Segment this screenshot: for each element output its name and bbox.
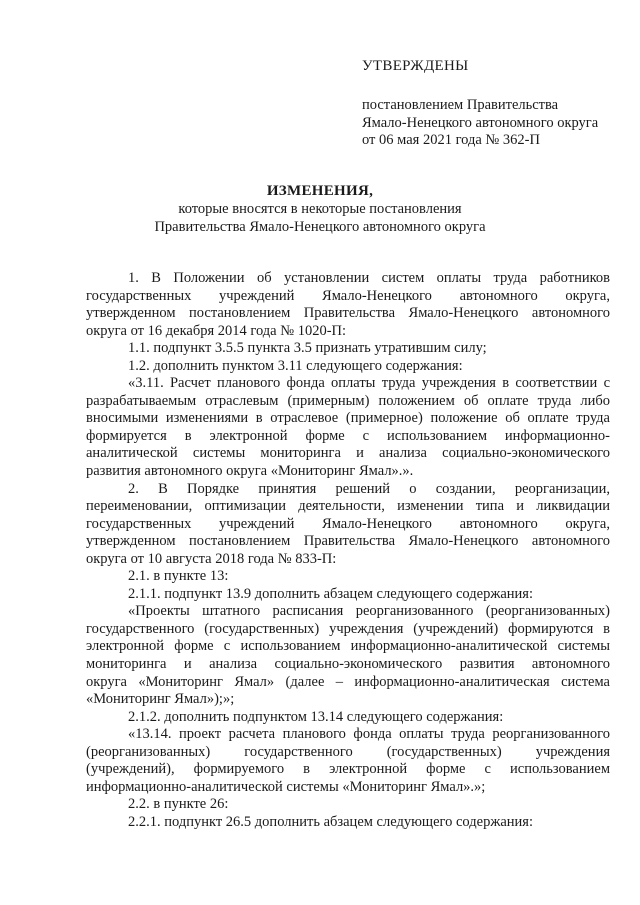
body-line: 1.2. дополнить пунктом 3.11 следующего содержания: bbox=[128, 357, 463, 374]
body-line: (реорганизованных) государственного (государственных) учреждения bbox=[86, 743, 610, 760]
body-line: «Мониторинг Ямал»);»; bbox=[86, 691, 235, 708]
body-line: «13.14. проект расчета планового фонда оплаты труда реорганизованного bbox=[128, 726, 610, 743]
document-body bbox=[86, 270, 610, 832]
body-line: округа от 10 августа 2018 года № 833-П: bbox=[86, 550, 337, 567]
body-line: 1. В Положении об установлении систем оплаты труда работников bbox=[128, 270, 610, 286]
approval-line: Ямало-Ненецкого автономного округа bbox=[362, 114, 599, 131]
body-line: мониторинга и анализа социально-экономического развития автономного bbox=[86, 656, 610, 673]
body-line: утвержденном постановлением Правительства Ямало-Ненецкого автономного bbox=[86, 305, 610, 322]
body-line: 1.1. подпункт 3.5.5 пункта 3.5 признать утратившим силу; bbox=[128, 340, 487, 357]
body-line: утвержденном постановлением Правительства Ямало-Ненецкого автономного bbox=[86, 533, 610, 550]
approval-block bbox=[362, 58, 632, 150]
body-line: формируется в электронной форме с использованием информационно- bbox=[86, 427, 610, 444]
body-line: 2. В Порядке принятия решений о создании, реорганизации, bbox=[128, 480, 610, 497]
body-line: (учреждений), формируемого в электронной форме с использованием bbox=[86, 761, 610, 778]
body-line: 2.1.1. подпункт 13.9 дополнить абзацем следующего содержания: bbox=[128, 585, 533, 602]
body-line: «Проекты штатного расписания реорганизованного (реорганизованных) bbox=[128, 603, 610, 620]
body-line: «3.11. Расчет планового фонда оплаты труда учреждения в соответствии с bbox=[128, 375, 610, 392]
body-line: 2.1. в пункте 13: bbox=[128, 568, 229, 585]
body-line: государственного (государственных) учреждения (учреждений) формируются в bbox=[86, 620, 610, 637]
body-line: 2.2.1. подпункт 26.5 дополнить абзацем следующего содержания: bbox=[128, 813, 533, 830]
body-line: разрабатываемым отраслевым (примерным) положением об оплате труда либо bbox=[86, 392, 610, 409]
document-subtitle-line: которые вносятся в некоторые постановления bbox=[178, 201, 462, 217]
document-subtitle-line: Правительства Ямало-Ненецкого автономного округа bbox=[154, 219, 486, 235]
approval-line: постановлением Правительства bbox=[362, 97, 559, 113]
body-line: информационно-аналитической системы «Мониторинг Ямал».»; bbox=[86, 778, 486, 795]
body-line: аналитической системы мониторинга и анализа социально-экономического bbox=[86, 445, 610, 462]
body-line: государственных учреждений Ямало-Ненецкого автономного округа, bbox=[86, 515, 610, 532]
body-line: округа «Мониторинг Ямал» (далее – информационно-аналитическая система bbox=[86, 673, 610, 690]
approval-line: от 06 мая 2021 года № 362-П bbox=[362, 132, 540, 148]
body-line: округа от 16 декабря 2014 года № 1020-П: bbox=[86, 322, 347, 339]
body-line: 2.1.2. дополнить подпунктом 13.14 следующего содержания: bbox=[128, 708, 504, 725]
body-line: развития автономного округа «Мониторинг Ямал».». bbox=[86, 463, 414, 480]
body-line: 2.2. в пункте 26: bbox=[128, 796, 229, 813]
approval-title: УТВЕРЖДЕНЫ bbox=[362, 58, 469, 74]
body-line: государственных учреждений Ямало-Ненецкого автономного округа, bbox=[86, 287, 610, 304]
body-line: переименовании, оптимизации деятельности, изменении типа и ликвидации bbox=[86, 498, 610, 515]
body-line: электронной форме с использованием информационно-аналитической системы bbox=[86, 638, 610, 655]
body-line: вносимыми изменениями в отраслевое (примерное) положение об оплате труда bbox=[86, 410, 610, 427]
document-title: ИЗМЕНЕНИЯ, bbox=[266, 183, 374, 199]
